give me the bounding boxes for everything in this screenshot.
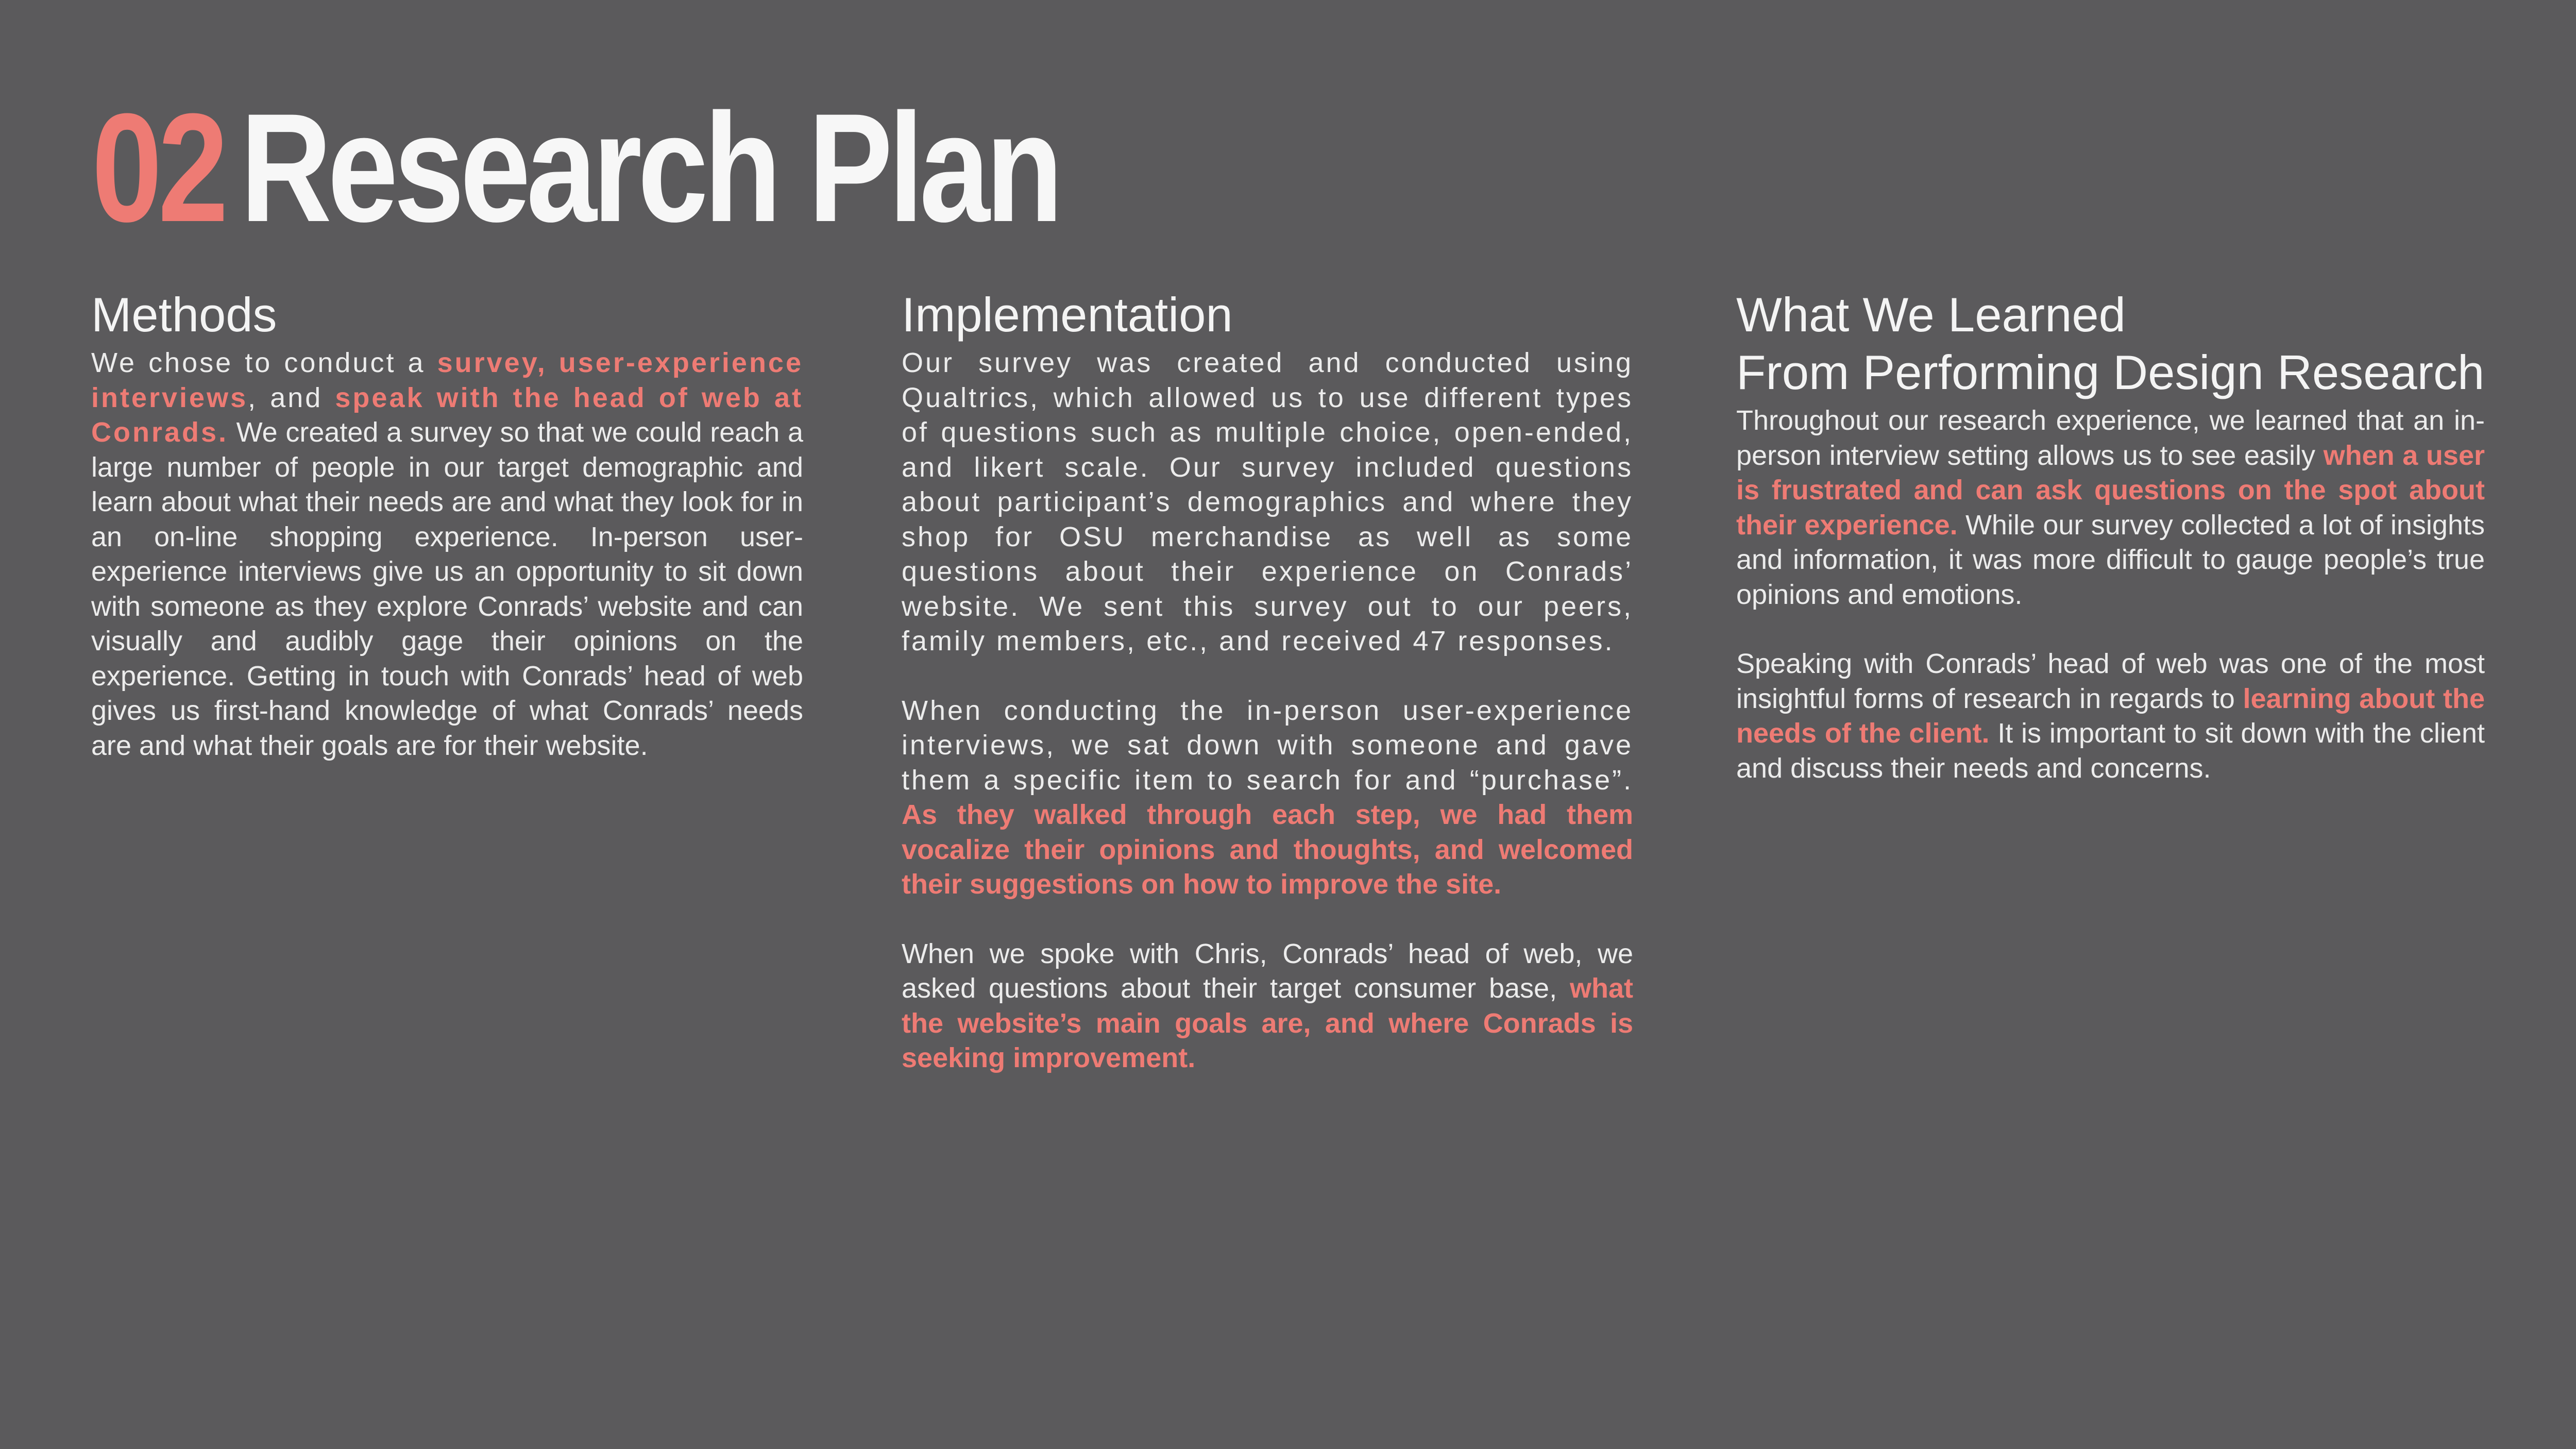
- implementation-paragraph-1: Our survey was created and conducted using Qualtrics, which allowed us to use different types of questions such as multiple choice, open-ended, and likert scale. Our survey included questions about participant’s demographics and where they shop for OSU merchandise as well as some questions about their experience on Conrads’ website. We sent this survey out to our peers, family members, etc., and received 47 responses.: [902, 347, 1633, 656]
- learned-paragraph-1: [1736, 403, 2485, 612]
- implementation-paragraph-3: [902, 937, 1633, 1076]
- implementation-paragraph-2: [902, 694, 1633, 902]
- methods-text-3: We created a survey so that we could reach a large number of people in our target demographic and learn about what their needs are and what they look for in an on-line shopping experience. In-person user-experience interviews give us an opportunity to sit down with someone as they explore Conrads’ website and can visually and audibly gage their opinions on the experience. Getting in touch with Conrads’ head of web gives us first-hand knowledge of what Conrads’ needs are and what their goals are for their website.: [91, 417, 803, 761]
- implementation-column: [902, 286, 1633, 1110]
- methods-text-2: , and: [248, 382, 335, 413]
- implementation-p3-text: When we spoke with Chris, Conrads’ head of web, we asked questions about their target consumer base,: [902, 938, 1633, 1004]
- learned-p2-highlight: learning about the needs of the client.: [1736, 683, 2485, 749]
- learned-p1-text-2: While our survey collected a lot of insights and information, it was more difficult to gauge people’s true opinions and emotions.: [1736, 509, 2485, 610]
- section-title: Research Plan: [240, 81, 1059, 254]
- methods-highlight-1: survey, user-experience interviews: [91, 347, 803, 413]
- implementation-p2-highlight: As they walked through each step, we had them vocalize their opinions and thoughts, and welcomed their suggestions on how to improve the site.: [902, 799, 1633, 900]
- implementation-p2-text: When conducting the in-person user-experience interviews, we sat down with someone and gave them a specific item to search for and “purchase”.: [902, 695, 1633, 796]
- learned-p1-text-1: Throughout our research experience, we learned that an in-person interview setting allows us to see easily: [1736, 405, 2485, 471]
- learned-paragraph-2: [1736, 647, 2485, 786]
- implementation-p3-highlight: what the website’s main goals are, and where Conrads is seeking improvement.: [902, 973, 1633, 1073]
- methods-paragraph: [91, 346, 803, 763]
- implementation-heading: Implementation: [902, 288, 1233, 342]
- learned-p1-highlight: when a user is frustrated and can ask questions on the spot about their experience.: [1736, 440, 2485, 541]
- learned-column: [1736, 286, 2485, 820]
- learned-heading: [1736, 286, 2485, 401]
- learned-heading-line-1: What We Learned: [1736, 288, 2126, 342]
- learned-heading-line-2: From Performing Design Research: [1736, 345, 2485, 399]
- section-number: 02: [92, 81, 225, 254]
- methods-column: [91, 286, 803, 798]
- methods-heading: Methods: [91, 288, 277, 342]
- methods-highlight-2: speak with the head of web at Conrads.: [91, 382, 803, 448]
- learned-p2-text-2: It is important to sit down with the client and discuss their needs and concerns.: [1736, 718, 2485, 784]
- methods-text-1: We chose to conduct a: [91, 347, 437, 378]
- page-title: [92, 81, 1059, 254]
- learned-p2-text-1: Speaking with Conrads’ head of web was one of the most insightful forms of research in regards to: [1736, 648, 2485, 714]
